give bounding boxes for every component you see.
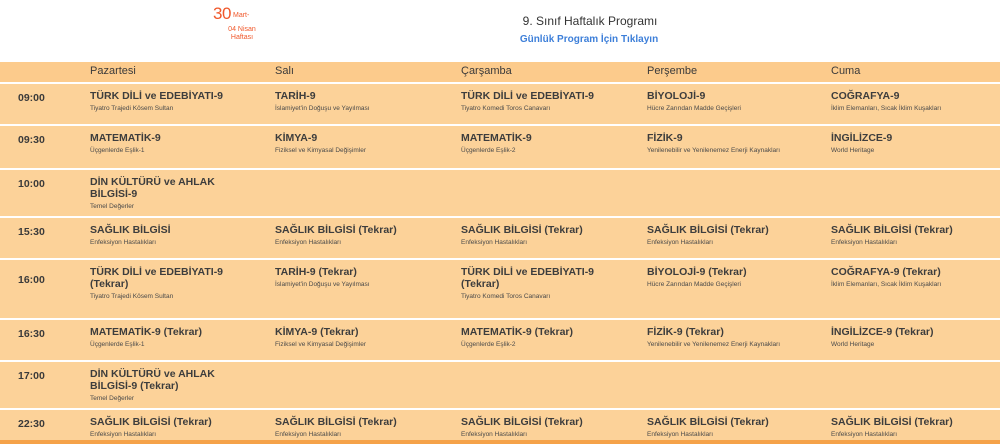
time-slot: 15:30	[18, 226, 45, 238]
lesson-cell[interactable]	[461, 90, 641, 112]
lesson-topic: Hücre Zarından Madde Geçişleri	[647, 281, 741, 288]
lesson-cell[interactable]	[461, 224, 641, 246]
time-slot: 09:30	[18, 134, 45, 146]
lesson-topic: World Heritage	[831, 147, 875, 154]
day-header: Perşembe	[647, 65, 698, 77]
lesson-subject: KİMYA-9 (Tekrar)	[275, 326, 359, 338]
table-row	[0, 124, 1000, 168]
lesson-subject: TARİH-9 (Tekrar)	[275, 266, 357, 278]
week-month: Mart-	[233, 12, 250, 19]
lesson-topic: Temel Değerler	[90, 395, 135, 402]
lesson-subject: SAĞLIK BİLGİSİ (Tekrar)	[831, 224, 953, 236]
lesson-cell[interactable]	[647, 416, 827, 438]
lesson-subject: İNGİLİZCE-9	[831, 132, 893, 144]
lesson-topic: Enfeksiyon Hastalıkları	[461, 239, 528, 246]
lesson-topic: Enfeksiyon Hastalıkları	[90, 239, 157, 246]
lesson-subject: TÜRK DİLİ ve EDEBİYATI-9 (Tekrar)	[90, 266, 224, 290]
table-row	[0, 408, 1000, 444]
lesson-topic: Temel Değerler	[90, 203, 135, 210]
week-badge	[213, 4, 273, 41]
lesson-topic: Tiyatro Komedi Toros Canavarı	[461, 105, 551, 112]
schedule-table	[0, 62, 1000, 444]
lesson-cell[interactable]	[461, 132, 641, 154]
lesson-subject: MATEMATİK-9	[461, 132, 532, 144]
lesson-subject: SAĞLIK BİLGİSİ (Tekrar)	[831, 416, 953, 428]
lesson-subject: BİYOLOJİ-9 (Tekrar)	[647, 266, 747, 278]
lesson-subject: FİZİK-9	[647, 132, 683, 144]
lesson-topic: Enfeksiyon Hastalıkları	[275, 239, 342, 246]
lesson-subject: SAĞLIK BİLGİSİ (Tekrar)	[647, 224, 769, 236]
lesson-cell[interactable]	[90, 176, 240, 210]
lesson-cell[interactable]	[647, 224, 827, 246]
lesson-cell[interactable]	[275, 266, 455, 288]
lesson-topic: Fiziksel ve Kimyasal Değişimler	[275, 341, 367, 348]
lesson-subject: TARİH-9	[275, 90, 316, 102]
lesson-topic: Hücre Zarından Madde Geçişleri	[647, 105, 741, 112]
lesson-cell[interactable]	[647, 266, 827, 288]
lesson-subject: TÜRK DİLİ ve EDEBİYATI-9	[461, 90, 595, 102]
lesson-cell[interactable]	[831, 416, 1000, 438]
week-range-line1: 04 Nisan	[228, 26, 256, 33]
lesson-cell[interactable]	[831, 266, 1000, 288]
table-row	[0, 318, 1000, 360]
lesson-subject: SAĞLIK BİLGİSİ (Tekrar)	[90, 416, 212, 428]
lesson-cell[interactable]	[90, 132, 270, 154]
lesson-cell[interactable]	[90, 416, 270, 438]
daily-program-link[interactable]: Günlük Program İçin Tıklayın	[519, 34, 659, 45]
page-title: 9. Sınıf Haftalık Programı	[522, 14, 658, 28]
table-row	[0, 258, 1000, 318]
lesson-topic: Enfeksiyon Hastalıkları	[90, 431, 157, 438]
lesson-cell[interactable]	[831, 132, 1000, 154]
lesson-subject: İNGİLİZCE-9 (Tekrar)	[831, 326, 934, 338]
lesson-cell[interactable]	[275, 224, 455, 246]
day-header: Cuma	[831, 65, 861, 77]
lesson-subject: DİN KÜLTÜRÜ ve AHLAK BİLGİSİ-9 (Tekrar)	[90, 368, 215, 392]
lesson-subject: SAĞLIK BİLGİSİ (Tekrar)	[461, 224, 583, 236]
lesson-subject: MATEMATİK-9 (Tekrar)	[461, 326, 574, 338]
time-slot: 09:00	[18, 92, 45, 104]
lesson-cell[interactable]	[647, 132, 827, 154]
lesson-topic: World Heritage	[831, 341, 875, 348]
lesson-topic: Üçgenlerde Eşlik-1	[90, 147, 145, 154]
table-row	[0, 82, 1000, 124]
lesson-subject: MATEMATİK-9 (Tekrar)	[90, 326, 203, 338]
table-header-row	[0, 62, 1000, 82]
lesson-topic: Yenilenebilir ve Yenilenemez Enerji Kaynakları	[647, 147, 781, 154]
day-header: Salı	[275, 65, 294, 77]
lesson-cell[interactable]	[647, 90, 827, 112]
lesson-topic: Enfeksiyon Hastalıkları	[647, 431, 714, 438]
lesson-cell[interactable]	[461, 416, 641, 438]
lesson-cell[interactable]	[831, 224, 1000, 246]
lesson-cell[interactable]	[831, 90, 1000, 112]
week-day: 30	[213, 4, 231, 23]
time-slot: 16:00	[18, 274, 45, 286]
time-slot: 17:00	[18, 370, 45, 382]
lesson-topic: İslamiyet'in Doğuşu ve Yayılması	[275, 281, 370, 288]
lesson-topic: Üçgenlerde Eşlik-2	[461, 341, 516, 348]
lesson-subject: SAĞLIK BİLGİSİ (Tekrar)	[275, 416, 397, 428]
lesson-subject: DİN KÜLTÜRÜ ve AHLAK BİLGİSİ-9	[90, 176, 215, 200]
lesson-subject: SAĞLIK BİLGİSİ (Tekrar)	[647, 416, 769, 428]
lesson-subject: SAĞLIK BİLGİSİ (Tekrar)	[461, 416, 583, 428]
bottom-border	[0, 440, 1000, 444]
day-header: Çarşamba	[461, 65, 512, 77]
lesson-cell[interactable]	[647, 326, 827, 348]
lesson-cell[interactable]	[90, 90, 270, 112]
day-header: Pazartesi	[90, 65, 136, 77]
lesson-topic: Tiyatro Komedi Toros Canavarı	[461, 293, 551, 300]
lesson-topic: Yenilenebilir ve Yenilenemez Enerji Kaynakları	[647, 341, 781, 348]
lesson-cell[interactable]	[461, 266, 611, 300]
lesson-cell[interactable]	[90, 368, 240, 402]
lesson-cell[interactable]	[275, 326, 455, 348]
lesson-subject: SAĞLIK BİLGİSİ	[90, 224, 171, 236]
lesson-cell[interactable]	[275, 90, 455, 112]
lesson-topic: Üçgenlerde Eşlik-1	[90, 341, 145, 348]
table-row	[0, 216, 1000, 258]
lesson-cell[interactable]	[90, 326, 270, 348]
week-range	[220, 26, 264, 42]
lesson-topic: Enfeksiyon Hastalıkları	[461, 431, 528, 438]
lesson-subject: TÜRK DİLİ ve EDEBİYATI-9	[90, 90, 224, 102]
lesson-cell[interactable]	[275, 416, 455, 438]
lesson-cell[interactable]	[275, 132, 455, 154]
lesson-subject: COĞRAFYA-9 (Tekrar)	[831, 266, 941, 278]
week-range-line2: Haftası	[230, 34, 254, 41]
lesson-topic: Enfeksiyon Hastalıkları	[831, 239, 898, 246]
top-bar	[0, 0, 1000, 62]
lesson-topic: Fiziksel ve Kimyasal Değişimler	[275, 147, 367, 154]
lesson-topic: İklim Elemanları, Sıcak İklim Kuşakları	[831, 281, 942, 288]
lesson-subject: SAĞLIK BİLGİSİ (Tekrar)	[275, 224, 397, 236]
lesson-subject: FİZİK-9 (Tekrar)	[647, 326, 724, 338]
lesson-subject: KİMYA-9	[275, 132, 318, 144]
table-row	[0, 360, 1000, 408]
lesson-cell[interactable]	[90, 266, 240, 300]
lesson-cell[interactable]	[831, 326, 1000, 348]
lesson-subject: BİYOLOJİ-9	[647, 90, 706, 102]
table-row	[0, 168, 1000, 216]
lesson-topic: Enfeksiyon Hastalıkları	[831, 431, 898, 438]
lesson-subject: MATEMATİK-9	[90, 132, 161, 144]
lesson-topic: Enfeksiyon Hastalıkları	[275, 431, 342, 438]
lesson-topic: Enfeksiyon Hastalıkları	[647, 239, 714, 246]
lesson-topic: İklim Elemanları, Sıcak İklim Kuşakları	[831, 105, 942, 112]
lesson-subject: TÜRK DİLİ ve EDEBİYATI-9 (Tekrar)	[461, 266, 595, 290]
lesson-topic: İslamiyet'in Doğuşu ve Yayılması	[275, 105, 370, 112]
lesson-topic: Tiyatro Trajedi Kösem Sultan	[90, 293, 174, 300]
time-slot: 16:30	[18, 328, 45, 340]
lesson-cell[interactable]	[90, 224, 270, 246]
lesson-cell[interactable]	[461, 326, 641, 348]
time-slot: 10:00	[18, 178, 45, 190]
lesson-topic: Tiyatro Trajedi Kösem Sultan	[90, 105, 174, 112]
lesson-topic: Üçgenlerde Eşlik-2	[461, 147, 516, 154]
time-slot: 22:30	[18, 418, 45, 430]
lesson-subject: COĞRAFYA-9	[831, 90, 900, 102]
